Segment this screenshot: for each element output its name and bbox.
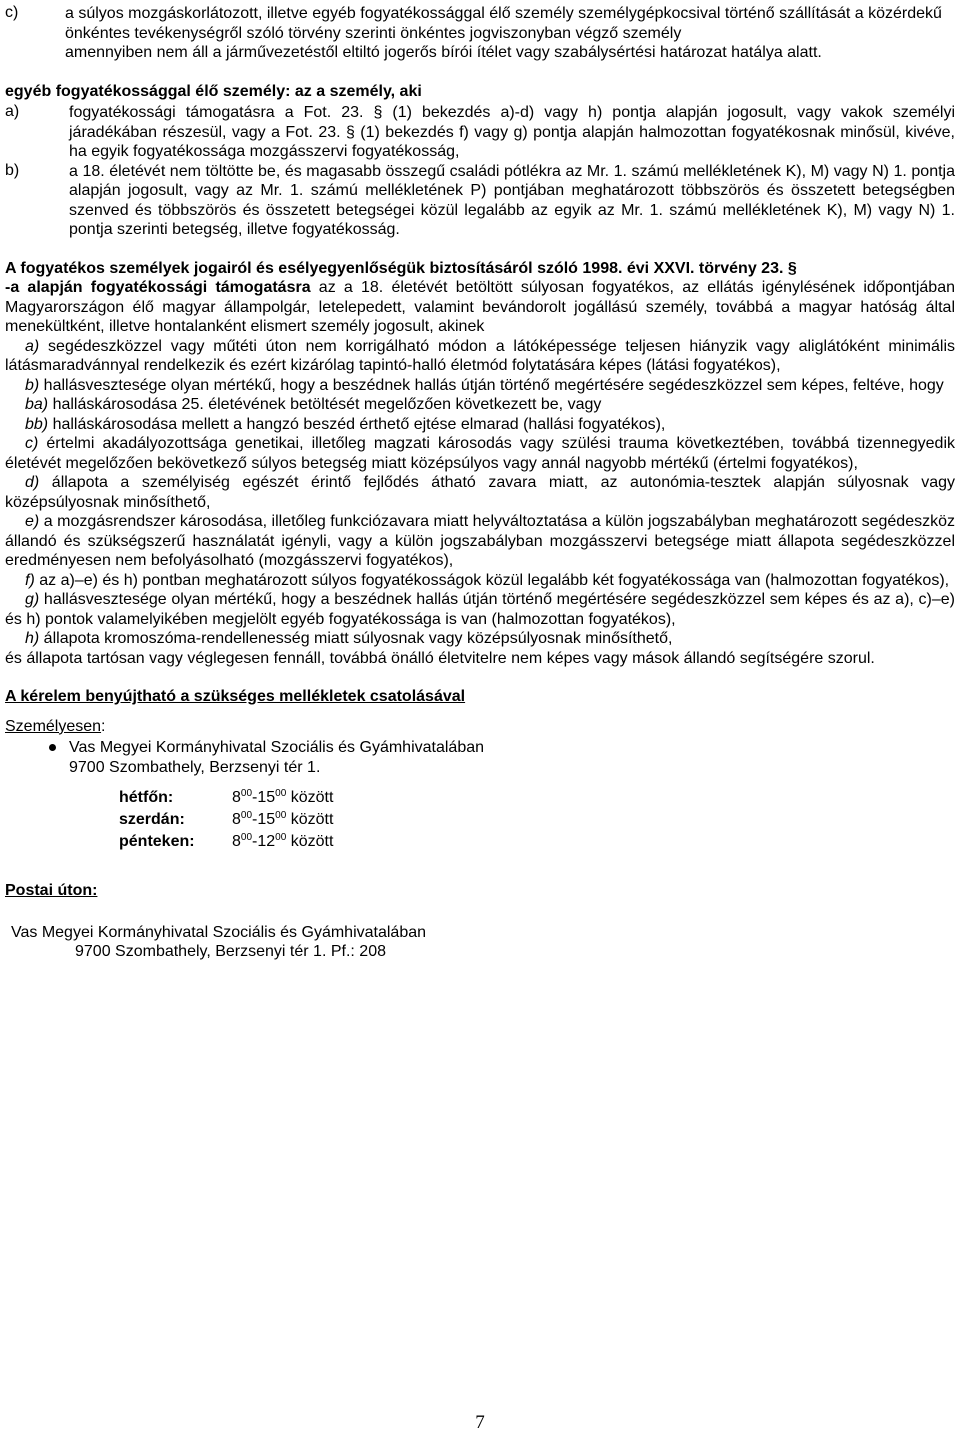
law-item-text: halláskárosodása 25. életévének betöltését megelőzően következett be, vagy: [48, 396, 602, 413]
law-item-text: az a)–e) és h) pontban meghatározott súlyos fogyatékosságok közül legalább két fogyatékossága van (halmozottan fogyatékos),: [34, 571, 950, 589]
in-person-heading: Személyesen:: [5, 717, 106, 735]
law-item-text: hallásvesztesége olyan mértékű, hogy a beszédnek hallás útján történő megértésére segédeszközzel sem képes és az a), c)–e) és h) pontok valamelyikében megjelölt egyéb fogyatékossága is van (halmozottan fogyatékos),: [5, 591, 955, 628]
definition-a-label: a): [5, 103, 20, 120]
bullet-icon: [5, 738, 69, 777]
law-item: [5, 629, 955, 649]
office-hours-day: hétfőn:: [119, 789, 174, 806]
office-hours-row: [119, 809, 955, 831]
by-post-address: 9700 Szombathely, Berzsenyi tér 1. Pf.: 208: [75, 943, 386, 960]
law-item: [5, 512, 955, 571]
law-item-text: hallásvesztesége olyan mértékű, hogy a beszédnek hallás útján történő megértésére segédeszközzel sem képes, feltéve, hogy: [39, 376, 944, 394]
item-c-continuation: amennyiben nem áll a járművezetéstől eltiltó jogerős bírói ítélet vagy szabálysértési határozat hatálya alatt.: [65, 44, 822, 61]
law-item-text: értelmi akadályozottsága genetikai, illetőleg magzati károsodás vagy szülési trauma következtében, továbbá tizennegyedik életévét megelőzően bekövetkező súlyos betegség miatt középsúlyos vagy annál nagyobb mértékű (értelmi fogyatékos),: [5, 435, 955, 472]
law-intro-rest: az a 18. életévét betöltött súlyosan fogyatékos, az ellátás igénylésének időpontjában Magyarországon élő magyar állampolgár, letelepedett, valamint bevándorolt jogállású személy, továbbá a magyar hatóság által menekültként, illetve hontalanként elismert személy jogosult, akinek: [5, 279, 956, 335]
item-c-text: a súlyos mozgáskorlátozott, illetve egyéb fogyatékossággal élő személy személygépkocsival történő szállítását a közérdekű önkéntes tevékenységről szóló törvény szerinti önkéntes jogviszonyban végző személy: [65, 5, 942, 42]
office-hours-time: $8^{00}-12^{00}$ között: [232, 832, 334, 850]
in-person-heading-text: Személyesen: [5, 717, 102, 735]
law-item: [5, 473, 955, 512]
law-item: [5, 415, 955, 435]
law-item-label: b): [25, 376, 40, 394]
law-items: [5, 337, 955, 649]
law-title: A fogyatékos személyek jogairól és esélyegyenlőségük biztosításáról szóló 1998. évi XXVI. törvény 23. §: [5, 259, 797, 277]
in-person-address: 9700 Szombathely, Berzsenyi tér 1.: [69, 758, 321, 776]
law-intro: [5, 278, 955, 337]
law-item: [5, 395, 955, 415]
law-item: [5, 376, 955, 396]
page-number: 7: [475, 1412, 485, 1433]
office-hours-time: $8^{00}-15^{00}$ között: [232, 788, 334, 806]
definition-heading: egyéb fogyatékossággal élő személy: az a személy, aki: [5, 82, 422, 100]
office-hours-day: szerdán:: [119, 811, 185, 828]
definition-a-text: fogyatékossági támogatásra a Fot. 23. § (1) bekezdés a)-d) vagy h) pontja alapján jogosult, vagy vakok személyi járadékában részesül, vagy a Fot. 23. § (1) bekezdés f) vagy g) pontja alapján halmozottan fogyatékosnak minősül, kivéve, ha egyik fogyatékossága mozgásszervi fogyatékosság,: [69, 104, 955, 160]
by-post-heading: Postai úton:: [5, 882, 98, 899]
law-item-text: segédeszközzel vagy műtéti úton nem korrigálható módon a látóképessége teljesen hiányzik vagy aliglátóként minimális látásmaradvánnyal rendelkezik és ezért kizárólag tapintó-halló életmód folytatására képes (látási fogyatékos),: [5, 337, 955, 374]
office-hours-day: pénteken:: [119, 833, 195, 850]
item-c-label: c): [5, 4, 19, 21]
law-item: [5, 337, 955, 376]
law-intro-bold: -a alapján fogyatékossági támogatásra: [5, 279, 311, 296]
law-item: [5, 434, 955, 473]
attachments-heading: A kérelem benyújtható a szükséges mellékletek csatolásával: [5, 688, 466, 705]
definition-b-label: b): [5, 161, 20, 179]
law-item-text: állapota a személyiség egészét érintő fejlődés átható zavara miatt, az autonómia-tesztek alapján súlyosnak vagy középsúlyosnak minősíthető,: [5, 474, 955, 511]
law-item-label: bb): [25, 415, 49, 433]
law-item-text: halláskárosodása mellett a hangzó beszéd érthető ejtése elmarad (hallási fogyatékos),: [48, 415, 666, 433]
law-item: [5, 571, 955, 591]
document-page: [5, 4, 955, 962]
definition-b-text: a 18. életévét nem töltötte be, és magasabb összegű családi pótlékra az Mr. 1. számú mellékletének K), M) vagy N) 1. pontja alapján jogosult, vagy az Mr. 1. számú mellékletének P) pontjában meghatározott többszörös és összetett betegségben szenved és többszörös és összetett betegségei közül legalább az egyik az Mr. 1. számú mellékletének K), M) vagy N) 1. pontja szerinti betegség, illetve fogyatékosság.: [69, 162, 955, 238]
definition-b: [5, 162, 955, 240]
by-post-office: Vas Megyei Kormányhivatal Szociális és Gyámhivatalában: [11, 923, 427, 941]
law-item-label: e): [25, 513, 40, 530]
law-item-label: d): [25, 474, 40, 491]
definition-a: [5, 103, 955, 162]
law-item-label: c): [25, 435, 39, 452]
in-person-office: [5, 738, 955, 777]
law-item-label: g): [25, 591, 40, 608]
law-item: [5, 590, 955, 629]
law-item-text: a mozgásrendszer károsodása, illetőleg funkciózavara miatt helyváltoztatása a külön jogszabályban meghatározott segédeszköz állandó és szükségszerű használatát igényli, vagy a külön jogszabályban mozgásszervi betegsége miatt állapota segédeszközzel eredményesen nem befolyásolható (mozgásszervi fogyatékos),: [5, 513, 955, 569]
law-item-label: ba): [25, 396, 49, 413]
law-item-label: f): [25, 571, 35, 589]
office-hours-row: [119, 831, 955, 853]
office-hours: [119, 787, 955, 853]
in-person-office-name: Vas Megyei Kormányhivatal Szociális és Gyámhivatalában: [69, 739, 485, 756]
law-closing: és állapota tartósan vagy véglegesen fennáll, továbbá önálló életvitelre nem képes vagy mások állandó segítségére szorul.: [5, 649, 875, 667]
office-hours-row: [119, 787, 955, 809]
office-hours-time: $8^{00}-15^{00}$ között: [232, 810, 334, 828]
law-item-text: állapota kromoszóma-rendellenesség miatt súlyosnak vagy középsúlyosnak minősíthető,: [39, 630, 673, 647]
law-item-label: h): [25, 630, 40, 647]
law-item-label: a): [25, 337, 40, 355]
item-c: [5, 4, 955, 43]
